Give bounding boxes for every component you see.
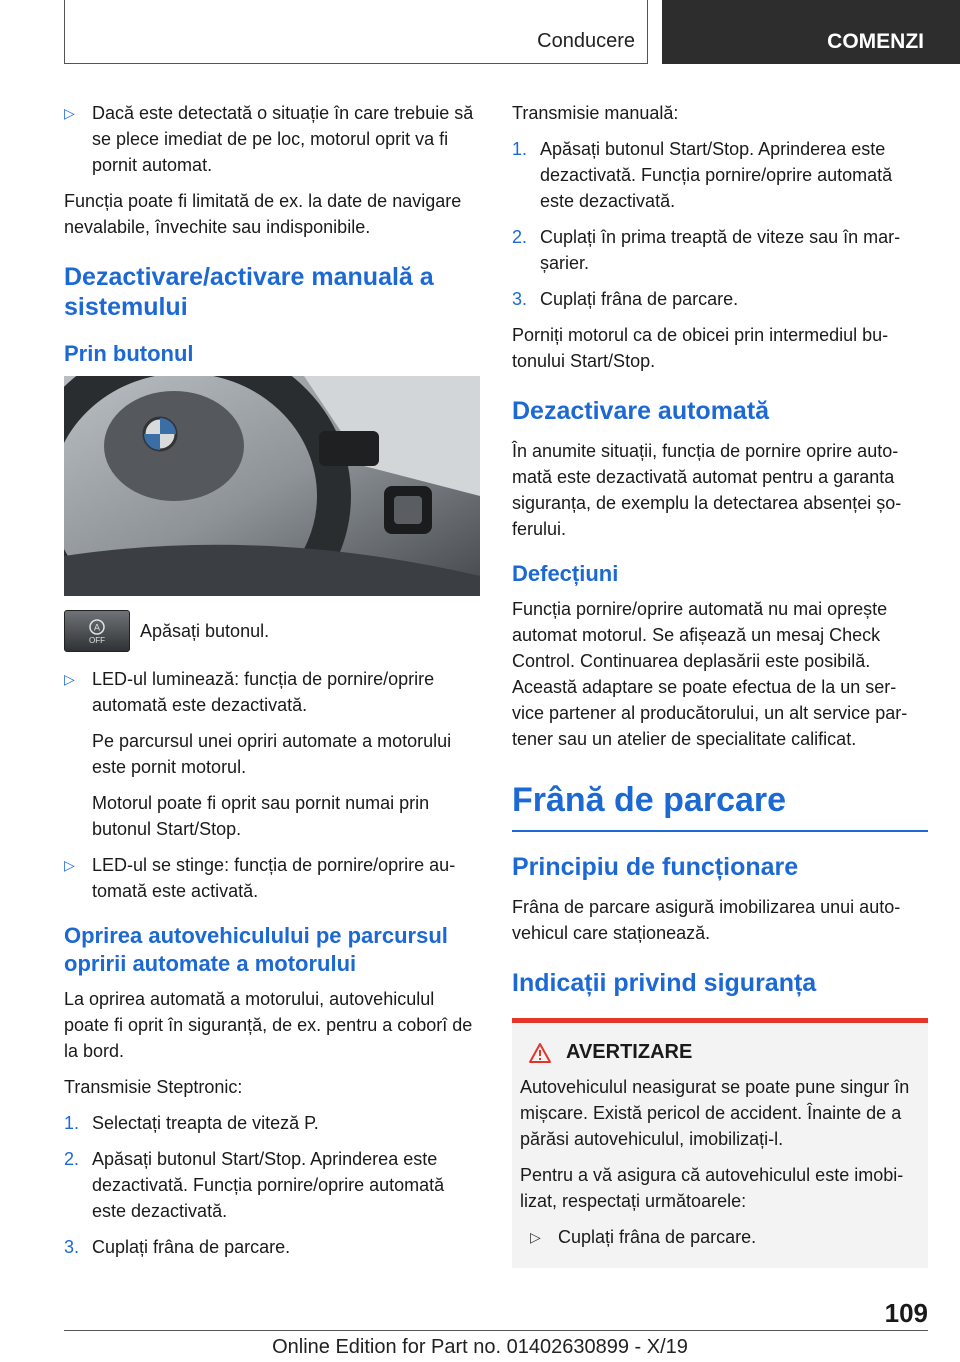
steering-wheel-photo xyxy=(64,376,480,596)
bullet-text: Motorul poate fi oprit sau pornit numai prin butonul Start/Stop. xyxy=(92,793,430,839)
bullet-item xyxy=(64,852,480,904)
auto-a-icon xyxy=(88,618,106,636)
manual-transmission-label: Transmisie manuală: xyxy=(512,103,679,123)
paragraph: În anumite situații, funcția de pornire oprire auto-mată este dezactivată automat pentru a garanta siguranța, de exemplu la detectarea absenței șo-ferului. xyxy=(512,441,902,539)
footer-rule xyxy=(64,1330,928,1331)
footer-edition-text: Online Edition for Part no. 01402630899 - X/19 xyxy=(272,1336,688,1358)
paragraph: La oprirea automată a motorului, autovehiculul poate fi oprit în siguranță, de ex. pentru a coborî de la bord. xyxy=(64,989,473,1061)
bullet-item xyxy=(64,666,480,842)
numbered-step xyxy=(512,136,928,214)
step-text: Cuplați frâna de parcare. xyxy=(92,1237,291,1257)
heading-malfunctions: Defecțiuni xyxy=(512,561,619,586)
triangle-bullet-icon: ▷ xyxy=(64,105,75,121)
right-column xyxy=(512,100,928,1268)
numbered-step xyxy=(64,1234,480,1260)
numbered-step xyxy=(64,1146,480,1224)
triangle-bullet-icon: ▷ xyxy=(530,1229,541,1245)
auto-start-stop-button-icon xyxy=(64,610,130,652)
heading-safety-notes: Indicații privind siguranța xyxy=(512,969,817,997)
steptronic-label: Transmisie Steptronic: xyxy=(64,1077,243,1097)
left-column xyxy=(64,100,480,1270)
numbered-step xyxy=(512,286,928,312)
numbered-step xyxy=(64,1110,480,1136)
step-text: Apăsați butonul Start/Stop. Aprinderea este dezactivată. Funcția pornire/oprire automată este dezactivată. xyxy=(92,1149,445,1221)
step-number: 2. xyxy=(512,227,528,247)
warning-text: Pentru a vă asigura că autovehiculul este imobi-lizat, respectați următoarele: xyxy=(520,1165,904,1211)
step-number: 2. xyxy=(64,1149,80,1169)
button-instruction xyxy=(64,610,480,652)
heading-stopping-vehicle: Oprirea autovehiculului pe parcursul opririi automate a motorului xyxy=(64,923,448,976)
steering-wheel-illustration xyxy=(64,376,480,596)
step-number: 3. xyxy=(512,289,528,309)
paragraph: Funcția poate fi limitată de ex. la date de navigare nevalabile, învechite sau indisponibile. xyxy=(64,191,462,237)
bullet-text: LED-ul se stinge: funcția de pornire/oprire au-tomată este activată. xyxy=(92,855,456,901)
bullet-item xyxy=(64,100,480,178)
bullet-text: Cuplați frâna de parcare. xyxy=(558,1227,757,1247)
heading-rule xyxy=(512,830,928,832)
warning-title xyxy=(520,1041,920,1064)
step-number: 1. xyxy=(64,1113,80,1133)
step-text: Apăsați butonul Start/Stop. Aprinderea este dezactivată. Funcția pornire/oprire automată este dezactivată. xyxy=(540,139,893,211)
button-off-label: OFF xyxy=(89,635,105,645)
numbered-step xyxy=(512,224,928,276)
warning-triangle-icon xyxy=(528,1042,552,1064)
step-number: 1. xyxy=(512,139,528,159)
svg-text:A: A xyxy=(93,623,101,633)
triangle-bullet-icon: ▷ xyxy=(64,857,75,873)
warning-box xyxy=(512,1018,928,1268)
paragraph: Porniți motorul ca de obicei prin intermediul bu-tonului Start/Stop. xyxy=(512,325,889,371)
heading-operating-principle: Principiu de funcționare xyxy=(512,853,799,881)
paragraph: Frâna de parcare asigură imobilizarea unui auto-vehicul care staționează. xyxy=(512,897,901,943)
bullet-text: Dacă este detectată o situație în care trebuie să se plece imediat de pe loc, motorul oprit va fi pornit automat. xyxy=(92,103,474,175)
heading-via-button: Prin butonul xyxy=(64,341,194,366)
bullet-text: LED-ul luminează: funcția de pornire/oprire automată este dezactivată. xyxy=(92,669,435,715)
header-section-title: Conducere xyxy=(537,30,635,52)
bullet-item xyxy=(530,1224,920,1250)
step-number: 3. xyxy=(64,1237,80,1257)
heading-parking-brake: Frână de parcare xyxy=(512,781,787,819)
heading-manual-deactivation: Dezactivare/activare manuală a sistemului xyxy=(64,263,434,321)
step-text: Cuplați frâna de parcare. xyxy=(540,289,739,309)
page-number: 109 xyxy=(884,1298,928,1328)
paragraph: Funcția pornire/oprire automată nu mai oprește automat motorul. Se afișează un mesaj Check Control. Continuarea deplasării este posibilă. Această adaptare se poate efectua de la un ser-vice partener al producătorului, un alt service par-tener sau un atelier de specialitate calificat. xyxy=(512,599,908,749)
header-chapter-tab: COMENZI xyxy=(662,0,960,64)
warning-title-text: AVERTIZARE xyxy=(566,1041,693,1063)
heading-auto-deactivation: Dezactivare automată xyxy=(512,397,770,425)
step-text: Selectați treapta de viteză P. xyxy=(92,1113,319,1133)
press-button-text: Apăsați butonul. xyxy=(140,621,270,641)
bullet-text: Pe parcursul unei opriri automate a motorului este pornit motorul. xyxy=(92,731,452,777)
step-text: Cuplați în prima treaptă de viteze sau în mar-șarier. xyxy=(540,227,901,273)
header-section-box xyxy=(64,0,648,64)
warning-text: Autovehiculul neasigurat se poate pune singur în mișcare. Există pericol de accident. Înainte de a părăsi autovehiculul, imobilizați-l. xyxy=(520,1077,910,1149)
triangle-bullet-icon: ▷ xyxy=(64,671,75,687)
